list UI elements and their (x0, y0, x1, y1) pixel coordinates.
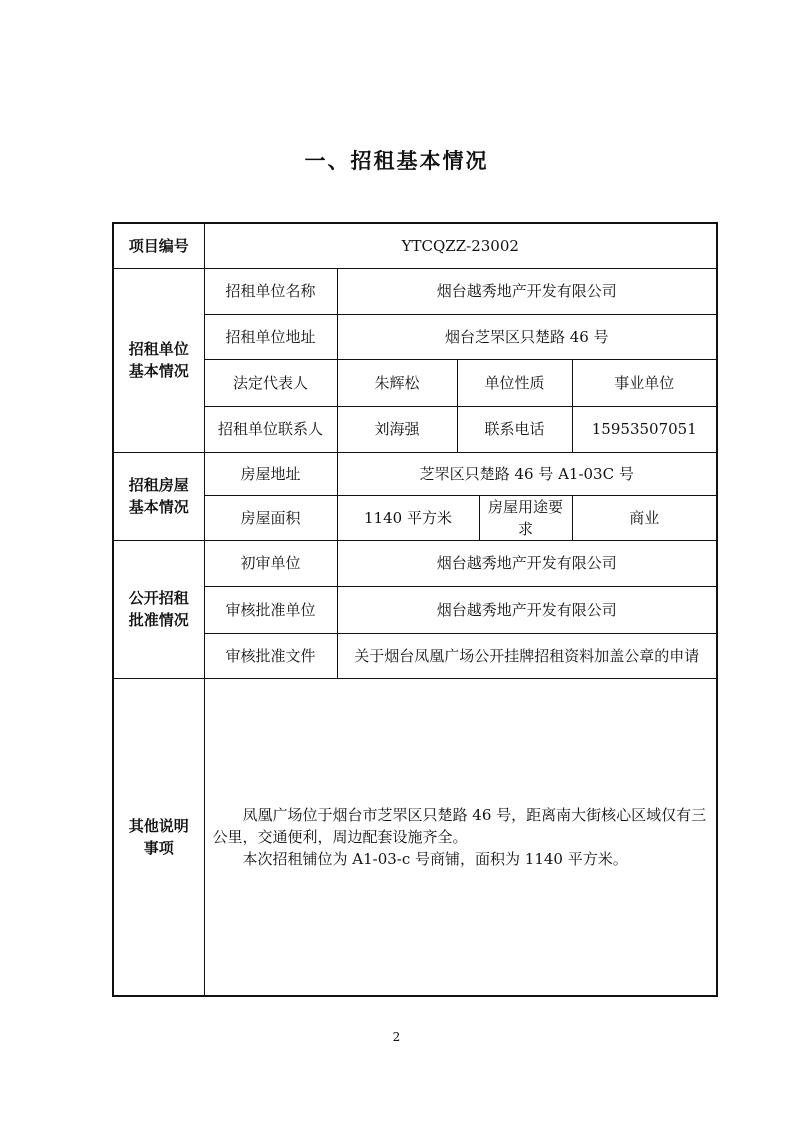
house-area-label: 房屋面积 (204, 495, 337, 540)
contact-person-value: 刘海强 (337, 406, 457, 452)
project-number-label: 项目编号 (113, 223, 204, 268)
legal-rep-row (113, 359, 717, 406)
approval-unit-label: 审核批准单位 (204, 586, 337, 633)
notes-row (113, 678, 717, 996)
unit-nature-value: 事业单位 (572, 359, 717, 406)
unit-section-heading (113, 268, 204, 452)
notes-paragraph-2: 本次招租铺位为 A1-03-c 号商铺，面积为 1140 平方米。 (242, 849, 628, 868)
house-section-heading-line2: 基本情况 (128, 498, 189, 516)
notes-section-heading (113, 678, 204, 996)
contact-person-label: 招租单位联系人 (204, 406, 337, 452)
contact-phone-label: 联系电话 (457, 406, 572, 452)
project-number-value: YTCQZZ-23002 (204, 223, 717, 268)
notes-paragraph-1: 凤凰广场位于烟台市芝罘区只楚路 46 号，距离南大街核心区域仅有三公里，交通便利，周边配套设施齐全。 (212, 805, 707, 846)
notes-section-heading-line1: 其他说明 (128, 816, 189, 835)
rental-info-table (112, 222, 718, 997)
unit-section-heading-line2: 基本情况 (128, 362, 189, 380)
approval-section-heading-line2: 批准情况 (128, 611, 189, 629)
unit-address-label: 招租单位地址 (204, 314, 337, 359)
house-address-row (113, 452, 717, 495)
unit-address-value: 烟台芝罘区只楚路 46 号 (337, 314, 717, 359)
house-area-row (113, 495, 717, 540)
house-usage-value: 商业 (572, 495, 717, 540)
house-address-value: 芝罘区只楚路 46 号 A1-03C 号 (337, 452, 717, 495)
unit-nature-label: 单位性质 (457, 359, 572, 406)
approval-unit-value: 烟台越秀地产开发有限公司 (337, 586, 717, 633)
unit-section-heading-line1: 招租单位 (128, 340, 189, 358)
page-title: 一、招租基本情况 (304, 149, 489, 173)
house-usage-label: 房屋用途要求 (479, 495, 572, 540)
approval-unit-row (113, 586, 717, 633)
approval-section-heading (113, 540, 204, 678)
approval-doc-row (113, 633, 717, 678)
approval-doc-value: 关于烟台凤凰广场公开挂牌招租资料加盖公章的申请 (337, 633, 717, 678)
approval-doc-label: 审核批准文件 (204, 633, 337, 678)
house-section-heading-line1: 招租房屋 (128, 476, 189, 494)
page-number: 2 (392, 1030, 401, 1044)
house-address-label: 房屋地址 (204, 452, 337, 495)
initial-review-value: 烟台越秀地产开发有限公司 (337, 540, 717, 586)
unit-name-row (113, 268, 717, 314)
notes-section-heading-line2: 事项 (143, 838, 174, 857)
house-area-value: 1140 平方米 (337, 495, 479, 540)
unit-name-label: 招租单位名称 (204, 268, 337, 314)
initial-review-label: 初审单位 (204, 540, 337, 586)
unit-address-row (113, 314, 717, 359)
legal-rep-label: 法定代表人 (204, 359, 337, 406)
initial-review-row (113, 540, 717, 586)
unit-name-value: 烟台越秀地产开发有限公司 (337, 268, 717, 314)
house-section-heading (113, 452, 204, 540)
notes-content (204, 678, 717, 996)
approval-section-heading-line1: 公开招租 (128, 589, 189, 607)
legal-rep-value: 朱辉松 (337, 359, 457, 406)
contact-phone-value: 15953507051 (572, 406, 717, 452)
contact-row (113, 406, 717, 452)
project-row (113, 223, 717, 268)
